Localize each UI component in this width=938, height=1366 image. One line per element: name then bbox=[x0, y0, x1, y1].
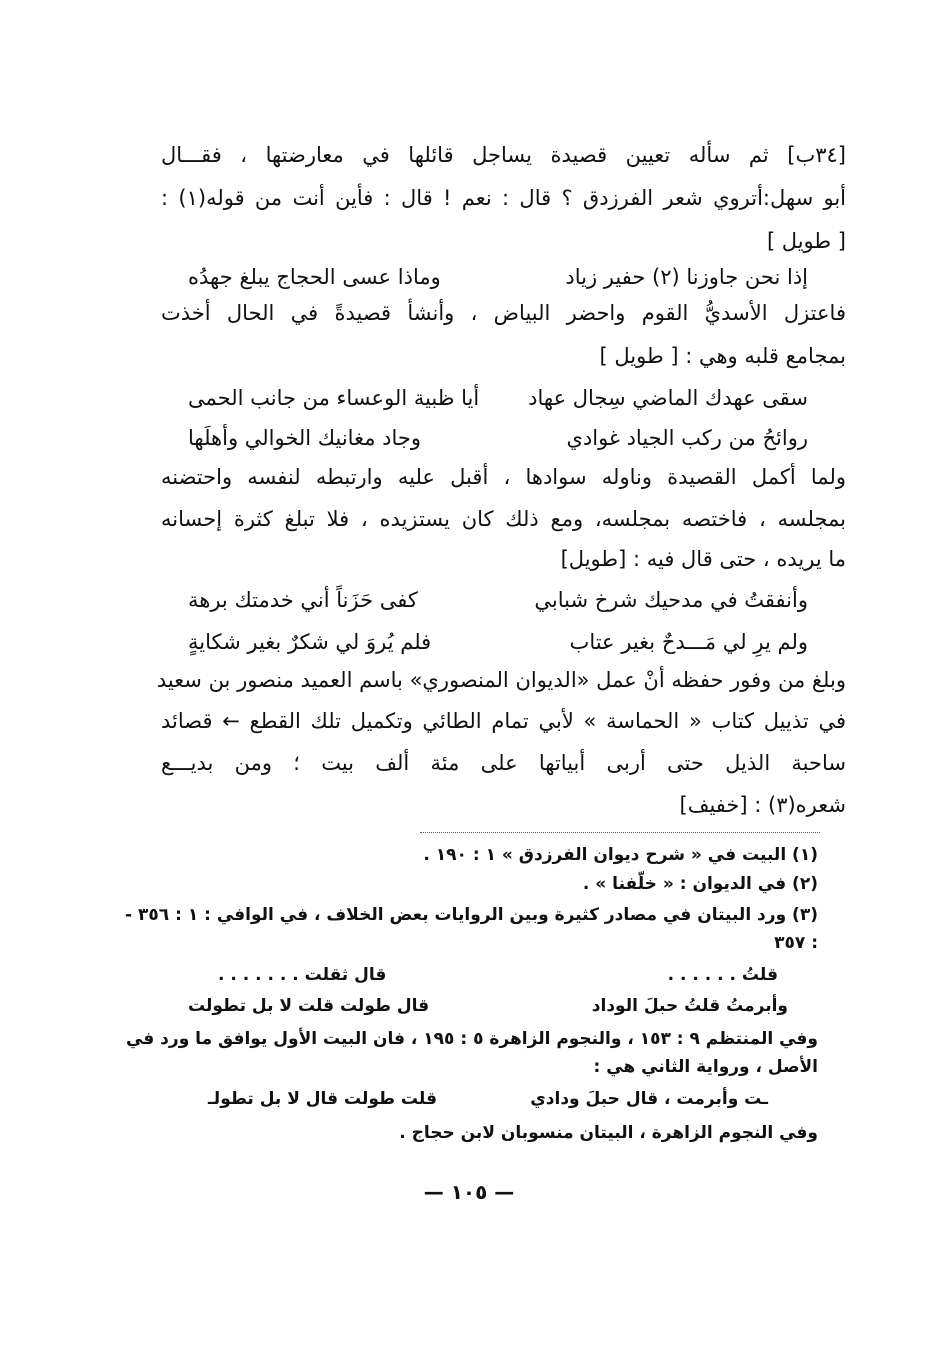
body-line-12: شعره(٣) : [خفيف] bbox=[679, 793, 846, 817]
page-number: — ١٠٥ — bbox=[423, 1180, 515, 1204]
verse-3-second-hemistich: روائحُ من ركب الجياد غوادي bbox=[566, 426, 808, 450]
body-line-9: وبلغ من وفور حفظه أنْ عمل «الديوان المنصوري» باسم العميد منصور بن سعيد bbox=[156, 668, 846, 692]
footnote-verse-1 bbox=[218, 962, 778, 988]
verse-2-first-hemistich: أيا ظبية الوعساء من جانب الحمى bbox=[188, 386, 480, 410]
verse-4-second-hemistich: وأنفقتُ في مدحيك شرخ شبابي bbox=[534, 588, 808, 612]
footnote-4: وفي المنتظم ٩ : ١٥٣ ، والنجوم الزاهرة ٥ : ١٩٥ ، فان البيت الأول يوافق ما ورد في bbox=[125, 1029, 818, 1049]
verse-4 bbox=[188, 585, 808, 615]
verse-1-second-hemistich: إذا نحن جاوزنا (٢) حفير زياد bbox=[565, 265, 808, 289]
verse-1 bbox=[188, 262, 808, 292]
body-line-4: فاعتزل الأسديُّ القوم واحضر البياض ، وأنشأ قصيدةً في الحال أخذت bbox=[161, 301, 846, 325]
body-line-1: [٣٤ب] ثم سأله تعيين قصيدة يساجل قائلها في معارضتها ، فقـــال bbox=[161, 143, 846, 167]
footnote-3: (٣) ورد البيتان في مصادر كثيرة وبين الروايات بعض الخلاف ، في الوافي : ١ : ٣٥٦ - bbox=[125, 905, 818, 925]
body-line-6: ولما أكمل القصيدة وناوله سوادها ، أقبل عليه وارتبطه لنفسه واحتضنه bbox=[161, 465, 846, 489]
footnote-4-cont: الأصل ، ورواية الثاني هي : bbox=[593, 1057, 818, 1077]
body-line-8: ما يريده ، حتى قال فيه : [طويل] bbox=[560, 547, 846, 571]
footnote-3-cont: ٣٥٧ : bbox=[774, 933, 818, 953]
body-line-11: ساحبة الذيل حتى أربى أبياتها على مئة ألف بيت ؛ ومن بديـــع bbox=[161, 751, 846, 775]
footnote-verse-1-first: قال ثقلت . . . . . . . bbox=[218, 965, 387, 985]
footnote-verse-2 bbox=[188, 993, 788, 1019]
verse-5-second-hemistich: ولم يرِ لي مَـــدحٌ بغير عتاب bbox=[569, 630, 808, 654]
verse-1-first-hemistich: وماذا عسى الحجاج يبلغ جهدُه bbox=[188, 265, 441, 289]
verse-3 bbox=[188, 423, 808, 453]
verse-4-first-hemistich: كفى حَزَناً أني خدمتك برهة bbox=[188, 588, 418, 612]
footnote-verse-2-second: وأبرمتُ قلتُ حبلَ الوداد bbox=[591, 996, 788, 1016]
footnote-verse-3 bbox=[208, 1086, 768, 1112]
verse-3-first-hemistich: وجاد مغانيك الخوالي وأهلَها bbox=[188, 426, 422, 450]
footnote-verse-3-first: قلت طولت قال لا بل تطولـ bbox=[208, 1089, 437, 1109]
body-line-2: أبو سهل:أتروي شعر الفرزدق ؟ قال : نعم ! قال : فأين أنت من قوله(١) : bbox=[161, 186, 847, 210]
verse-5 bbox=[188, 627, 808, 657]
footnote-5: وفي النجوم الزاهرة ، البيتان منسوبان لابن حجاج . bbox=[399, 1123, 818, 1143]
footnote-separator bbox=[420, 832, 820, 833]
body-line-5: بمجامع قلبه وهي : [ طويل ] bbox=[599, 344, 846, 368]
verse-2-second-hemistich: سقى عهدك الماضي سِجال عهاد bbox=[528, 386, 808, 410]
footnote-verse-1-second: قلتُ . . . . . . bbox=[667, 965, 778, 985]
meter-label: [ طويل ] bbox=[766, 229, 846, 253]
footnote-verse-2-first: قال طولت قلت لا بل تطولت bbox=[188, 996, 430, 1016]
body-line-10: في تذييل كتاب « الحماسة » لأبي تمام الطائي وتكميل تلك القطع ← قصائد bbox=[161, 709, 846, 733]
footnote-2: (٢) في الديوان : « خلّفنا » . bbox=[582, 874, 818, 894]
verse-5-first-hemistich: فلم يُروَ لي شكرٌ بغير شكايةٍ bbox=[188, 630, 432, 654]
footnote-1: (١) البيت في « شرح ديوان الفرزدق » ١ : ١٩٠ . bbox=[423, 845, 818, 865]
verse-2 bbox=[188, 383, 808, 413]
footnote-verse-3-second: ـت وأبرمت ، قال حبلَ ودادي bbox=[530, 1089, 768, 1109]
body-line-7: بمجلسه ، فاختصه بمجلسه، ومع ذلك كان يستزيده ، فلا تبلغ كثرة إحسانه bbox=[161, 507, 846, 531]
